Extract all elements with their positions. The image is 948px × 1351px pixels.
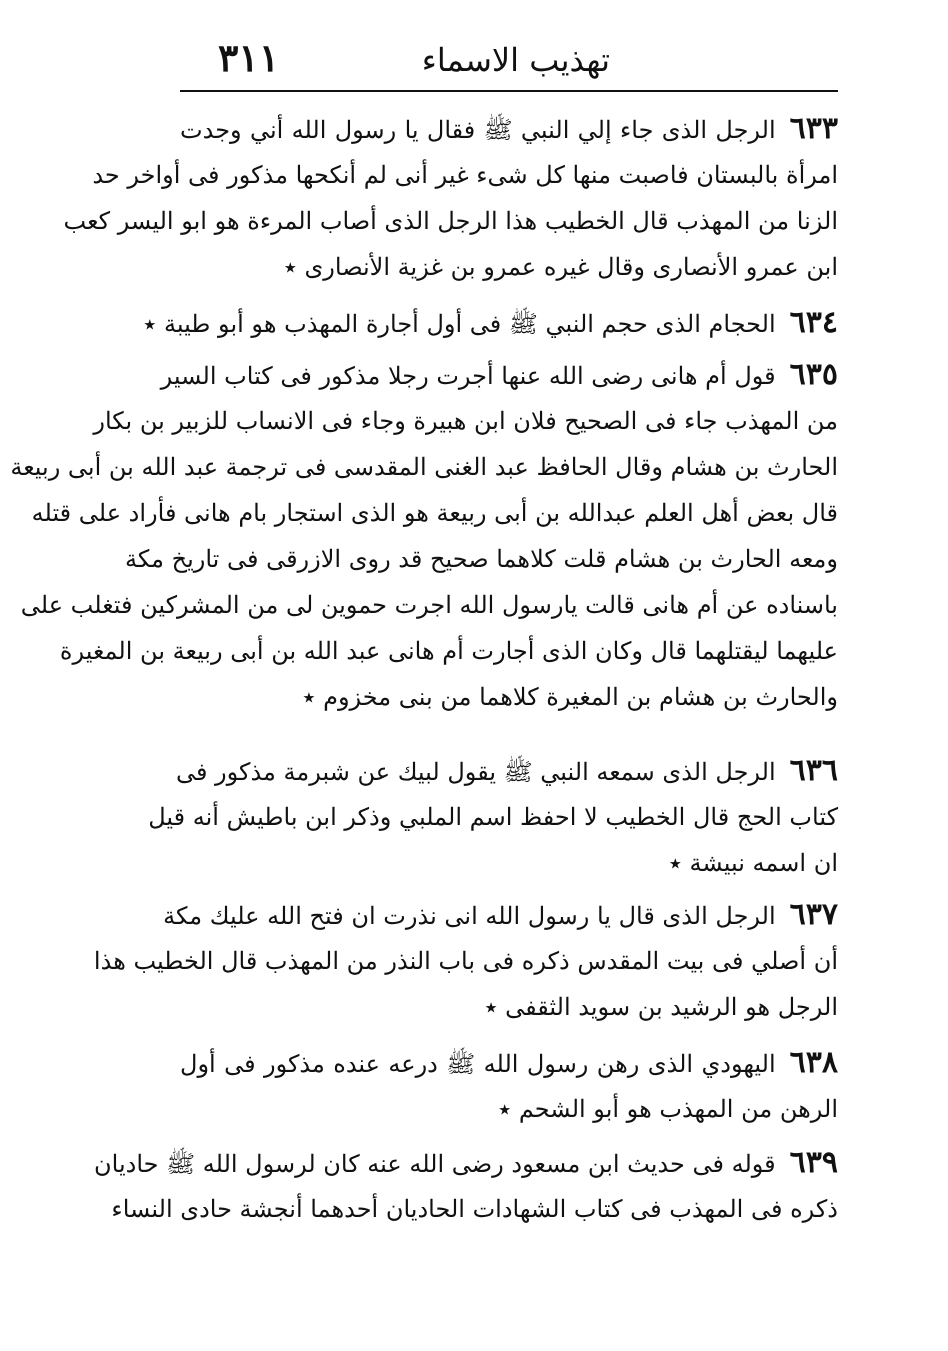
entry-line: قال بعض أهل العلم عبدالله بن أبى ربيعة هو الذى استجار بام هانى فأراد على قتله	[31, 499, 838, 527]
entry-line: ٦٣٧الرجل الذى قال يا رسول الله انى نذرت ان فتح الله عليك مكة	[163, 897, 838, 932]
entry-number: ٦٣٧	[789, 897, 838, 932]
running-title: تهذيب الاسماء	[421, 41, 610, 79]
page-number: ٣١١	[218, 35, 280, 80]
header-rule	[180, 90, 838, 92]
entry-number: ٦٣٦	[789, 753, 838, 788]
entry-line: والحارث بن هشام بن المغيرة كلاهما من بنى مخزوم ٭	[302, 683, 838, 711]
entry-line: كتاب الحج قال الخطيب لا احفظ اسم الملبي وذكر ابن باطيش أنه قيل	[148, 803, 838, 831]
entry-line: أن أصلي فى بيت المقدس ذكره فى باب النذر من المهذب قال الخطيب هذا	[93, 947, 838, 975]
entry-line: ابن عمرو الأنصارى وقال غيره عمرو بن غزية الأنصارى ٭	[283, 253, 838, 281]
entry-line: امرأة بالبستان فاصبت منها كل شىء غير أنى لم أنكحها مذكور فى أواخر حد	[92, 161, 838, 189]
entry-line: ذكره فى المهذب فى كتاب الشهادات الحاديان أحدهما أنجشة حادى النساء	[111, 1195, 838, 1223]
entry-line: ٦٣٥قول أم هانى رضى الله عنها أجرت رجلا مذكور فى كتاب السير	[160, 357, 838, 392]
entry-line: من المهذب جاء فى الصحيح فلان ابن هبيرة وجاء فى الانساب للزبير بن بكار	[93, 407, 838, 435]
entry-line: عليهما ليقتلهما قال وكان الذى أجارت أم هانى عبد الله بن أبى ربيعة بن المغيرة	[59, 637, 838, 665]
entry-number: ٦٣٣	[789, 111, 839, 146]
entry-line: ومعه الحارث بن هشام قلت كلاهما صحيح قد روى الازرقى فى تاريخ مكة	[124, 545, 838, 573]
entry-number: ٦٣٤	[789, 305, 838, 340]
entry-639	[94, 1140, 838, 1232]
entry-number: ٦٣٥	[789, 357, 838, 392]
entry-number: ٦٣٨	[789, 1045, 838, 1080]
entry-line: الرجل هو الرشيد بن سويد الثقفى ٭	[484, 993, 838, 1021]
entry-line: باسناده عن أم هانى قالت يارسول الله اجرت حموين لى من المشركين فتغلب على	[20, 591, 838, 619]
entry-line: ٦٣٩قوله فى حديث ابن مسعود رضى الله عنه كان لرسول الله ﷺ حاديان	[94, 1145, 838, 1180]
entry-line: ان اسمه نبيشة ٭	[668, 849, 838, 877]
entry-634	[143, 300, 838, 346]
entry-638	[180, 1040, 838, 1132]
entry-line: ٦٣٦الرجل الذى سمعه النبي ﷺ يقول لبيك عن شبرمة مذكور فى	[175, 753, 838, 788]
entry-number: ٦٣٩	[789, 1145, 838, 1180]
entry-633	[63, 106, 839, 290]
entry-line: ٦٣٣الرجل الذى جاء إلي النبي ﷺ فقال يا رسول الله أني وجدت	[180, 111, 839, 146]
entry-line: ٦٣٤الحجام الذى حجم النبي ﷺ فى أول أجارة المهذب هو أبو طيبة ٭	[143, 305, 838, 340]
running-header	[160, 30, 850, 86]
entry-line: ٦٣٨اليهودي الذى رهن رسول الله ﷺ درعه عنده مذكور فى أول	[180, 1045, 838, 1080]
entry-line: الرهن من المهذب هو أبو الشحم ٭	[498, 1095, 838, 1123]
entry-line: الزنا من المهذب قال الخطيب هذا الرجل الذى أصاب المرءة هو ابو اليسر كعب	[63, 207, 838, 235]
entry-635	[10, 352, 838, 720]
entry-636	[148, 748, 838, 886]
entry-line: الحارث بن هشام وقال الحافظ عبد الغنى المقدسى فى ترجمة عبد الله بن أبى ربيعة	[10, 453, 838, 481]
entry-637	[93, 892, 838, 1030]
